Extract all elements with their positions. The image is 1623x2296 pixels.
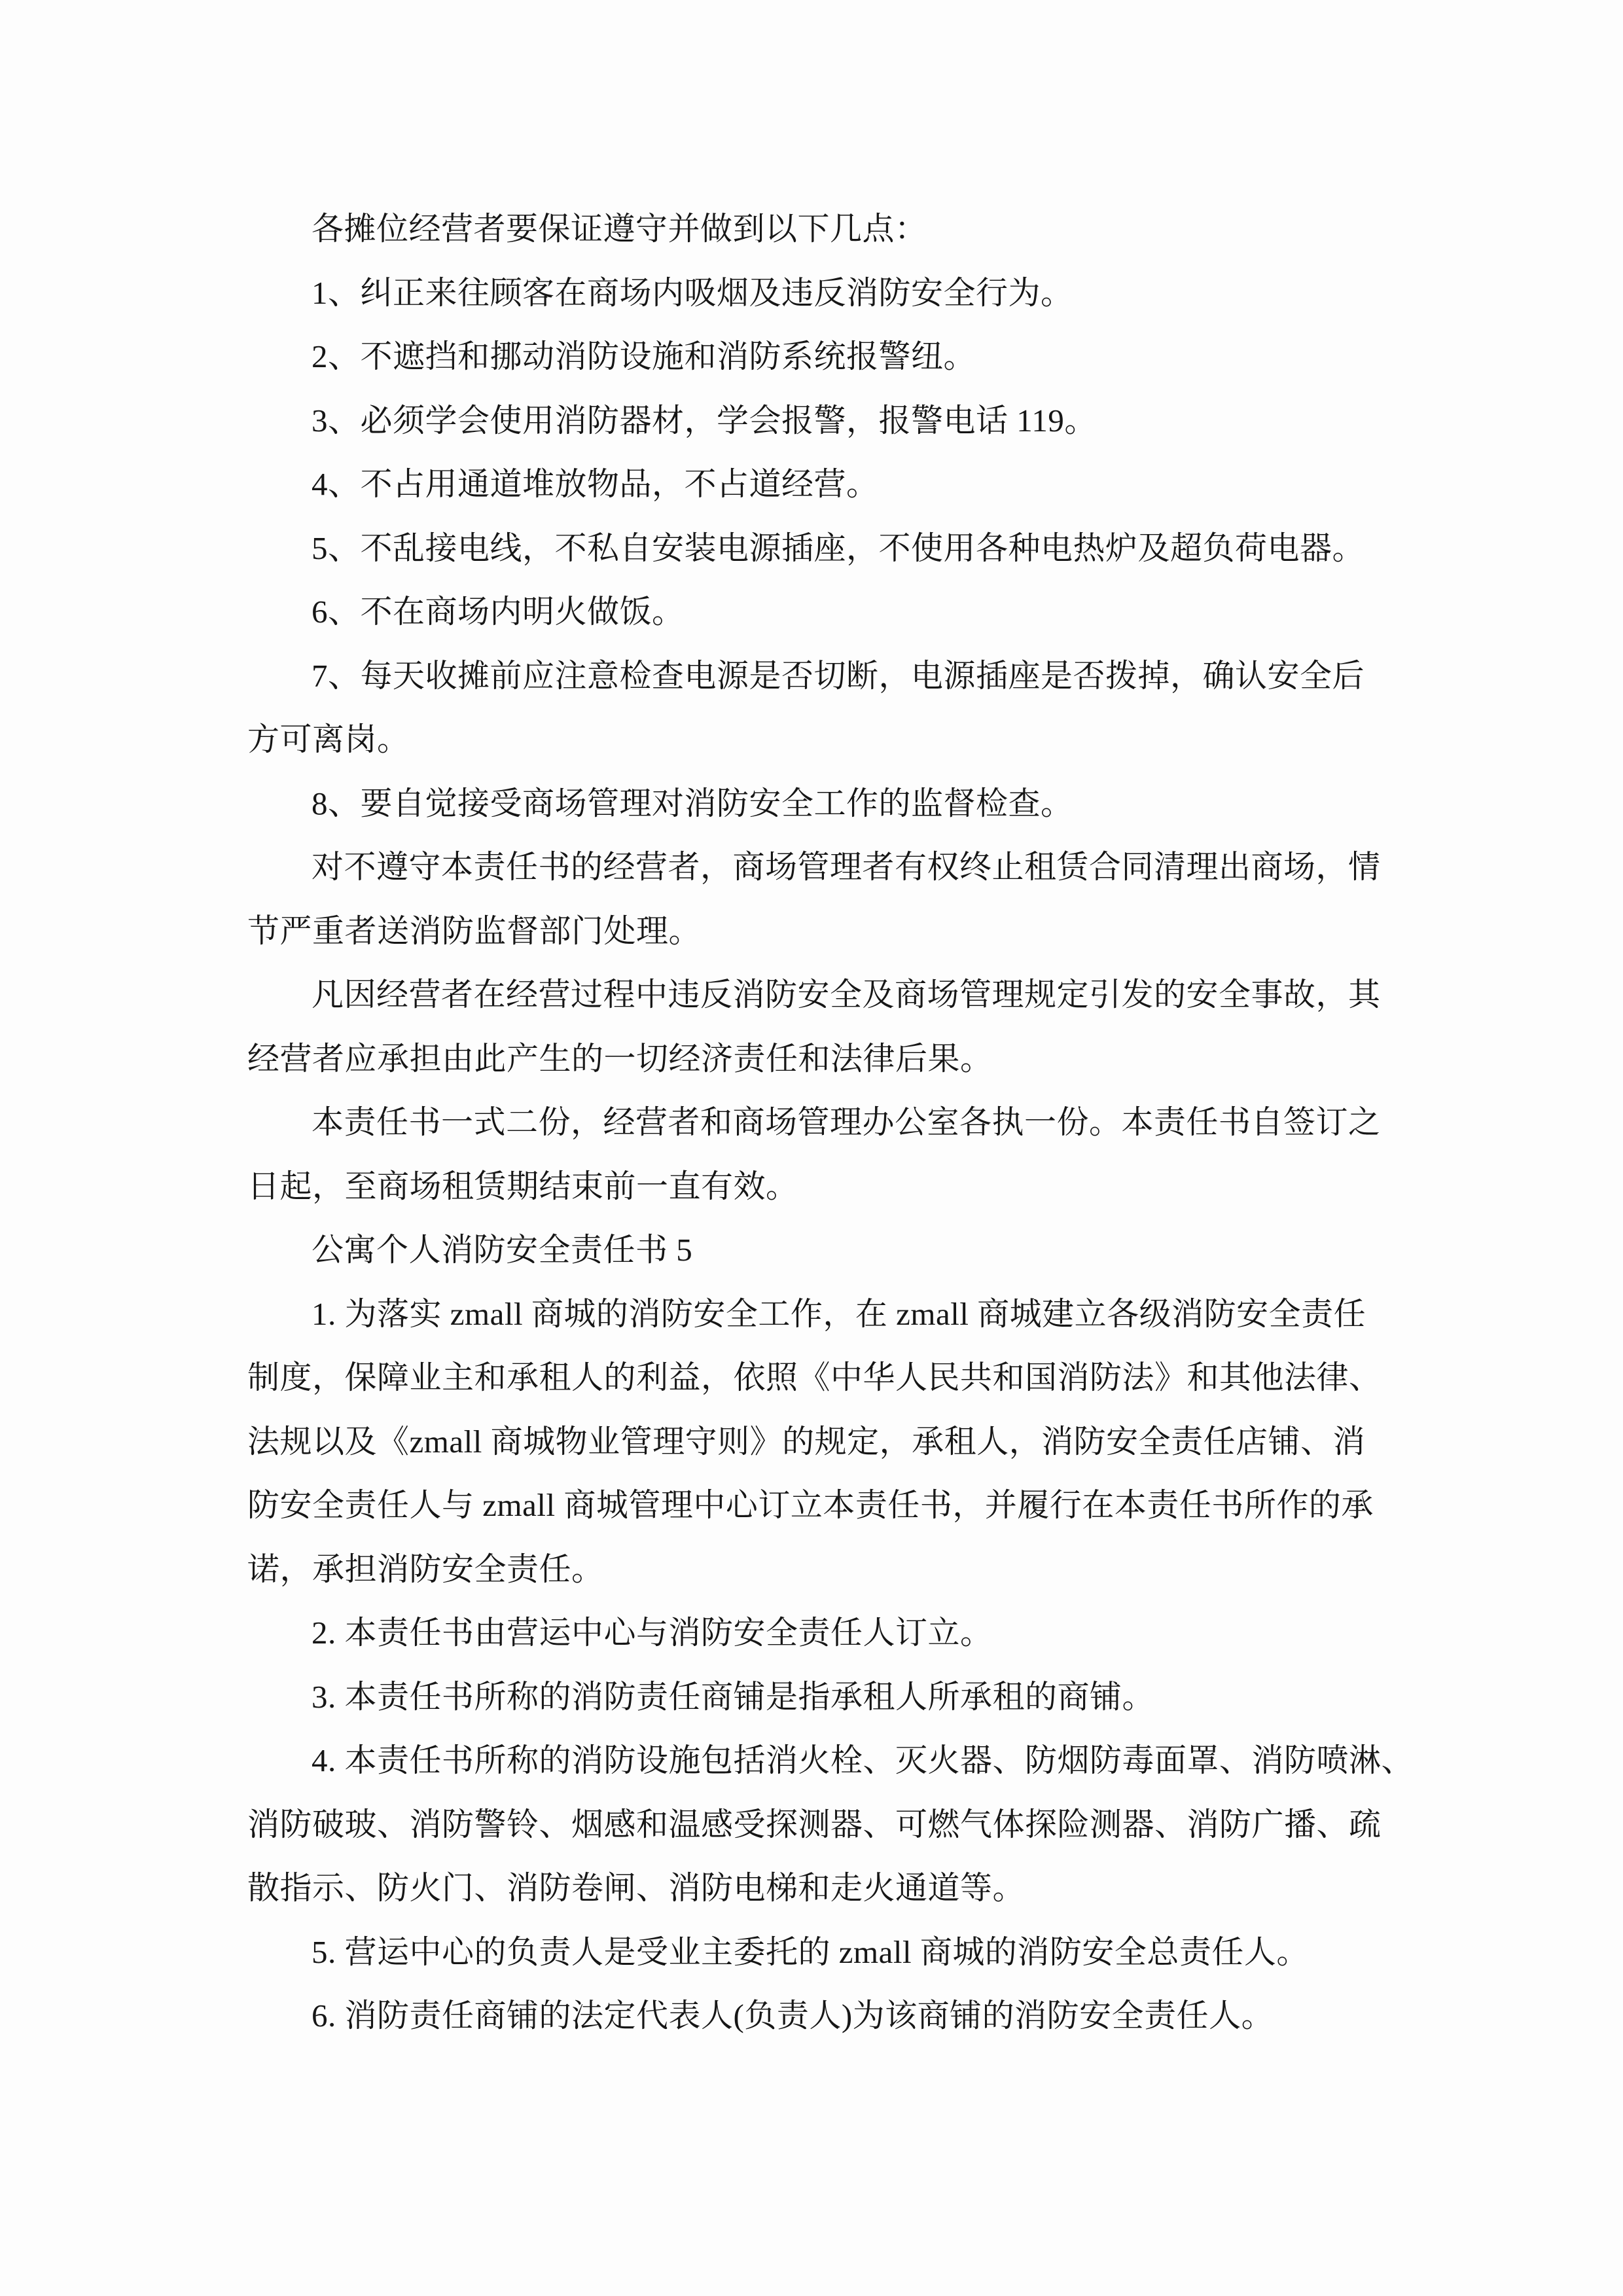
text-line: 方可离岗。 — [247, 721, 410, 757]
text-line: 2. 本责任书由营运中心与消防安全责任人订立。 — [312, 1615, 993, 1651]
text-line: 6、不在商场内明火做饭。 — [312, 594, 685, 630]
text-line: 5、不乱接电线，不私自安装电源插座，不使用各种电热炉及超负荷电器。 — [312, 529, 1365, 566]
text-line: 4、不占用通道堆放物品，不占道经营。 — [312, 466, 879, 502]
text-line: 诺，承担消防安全责任。 — [247, 1551, 604, 1587]
text-line: 2、不遮挡和挪动消防设施和消防系统报警纽。 — [312, 338, 976, 374]
text-line: 1. 为落实 zmall 商城的消防安全工作，在 zmall 商城建立各级消防安全责任 — [312, 1295, 1366, 1332]
text-line: 1、纠正来往顾客在商场内吸烟及违反消防安全行为。 — [312, 274, 1073, 311]
text-line: 6. 消防责任商铺的法定代表人(负责人)为该商铺的消防安全责任人。 — [312, 1998, 1274, 2034]
text-line: 7、每天收摊前应注意检查电源是否切断，电源插座是否拨掉，确认安全后 — [312, 657, 1365, 694]
text-line: 散指示、防火门、消防卷闸、消防电梯和走火通道等。 — [247, 1870, 1026, 1906]
text-line: 制度，保障业主和承租人的利益，依照《中华人民共和国消防法》和其他法律、 — [247, 1359, 1382, 1395]
document-body — [247, 197, 1419, 2048]
text-line: 3. 本责任书所称的消防责任商铺是指承租人所承租的商铺。 — [312, 1678, 1155, 1715]
text-line: 法规以及《zmall 商城物业管理守则》的规定，承租人，消防安全责任店铺、消 — [247, 1423, 1366, 1460]
text-line: 日起，至商场租赁期结束前一直有效。 — [247, 1168, 798, 1204]
text-line: 4. 本责任书所称的消防设施包括消火栓、灭火器、防烟防毒面罩、消防喷淋、 — [312, 1742, 1414, 1778]
text-line: 公寓个人消防安全责任书 5 — [312, 1232, 693, 1268]
text-line: 各摊位经营者要保证遵守并做到以下几点： — [312, 211, 927, 247]
text-line: 5. 营运中心的负责人是受业主委托的 zmall 商城的消防安全总责任人。 — [312, 1933, 1309, 1970]
text-line: 凡因经营者在经营过程中违反消防安全及商场管理规定引发的安全事故，其 — [312, 977, 1381, 1013]
text-line: 防安全责任人与 zmall 商城管理中心订立本责任书，并履行在本责任书所作的承 — [247, 1487, 1374, 1523]
text-line: 消防破玻、消防警铃、烟感和温感受探测器、可燃气体探险测器、消防广播、疏 — [247, 1806, 1382, 1842]
text-line: 3、必须学会使用消防器材，学会报警，报警电话 119。 — [312, 402, 1097, 439]
text-line: 本责任书一式二份，经营者和商场管理办公室各执一份。本责任书自签订之 — [312, 1104, 1381, 1140]
text-line: 对不遵守本责任书的经营者，商场管理者有权终止租赁合同清理出商场，情 — [312, 849, 1381, 885]
text-line: 8、要自觉接受商场管理对消防安全工作的监督检查。 — [312, 785, 1073, 821]
text-line: 经营者应承担由此产生的一切经济责任和法律后果。 — [247, 1040, 993, 1077]
text-line: 节严重者送消防监督部门处理。 — [247, 912, 702, 949]
